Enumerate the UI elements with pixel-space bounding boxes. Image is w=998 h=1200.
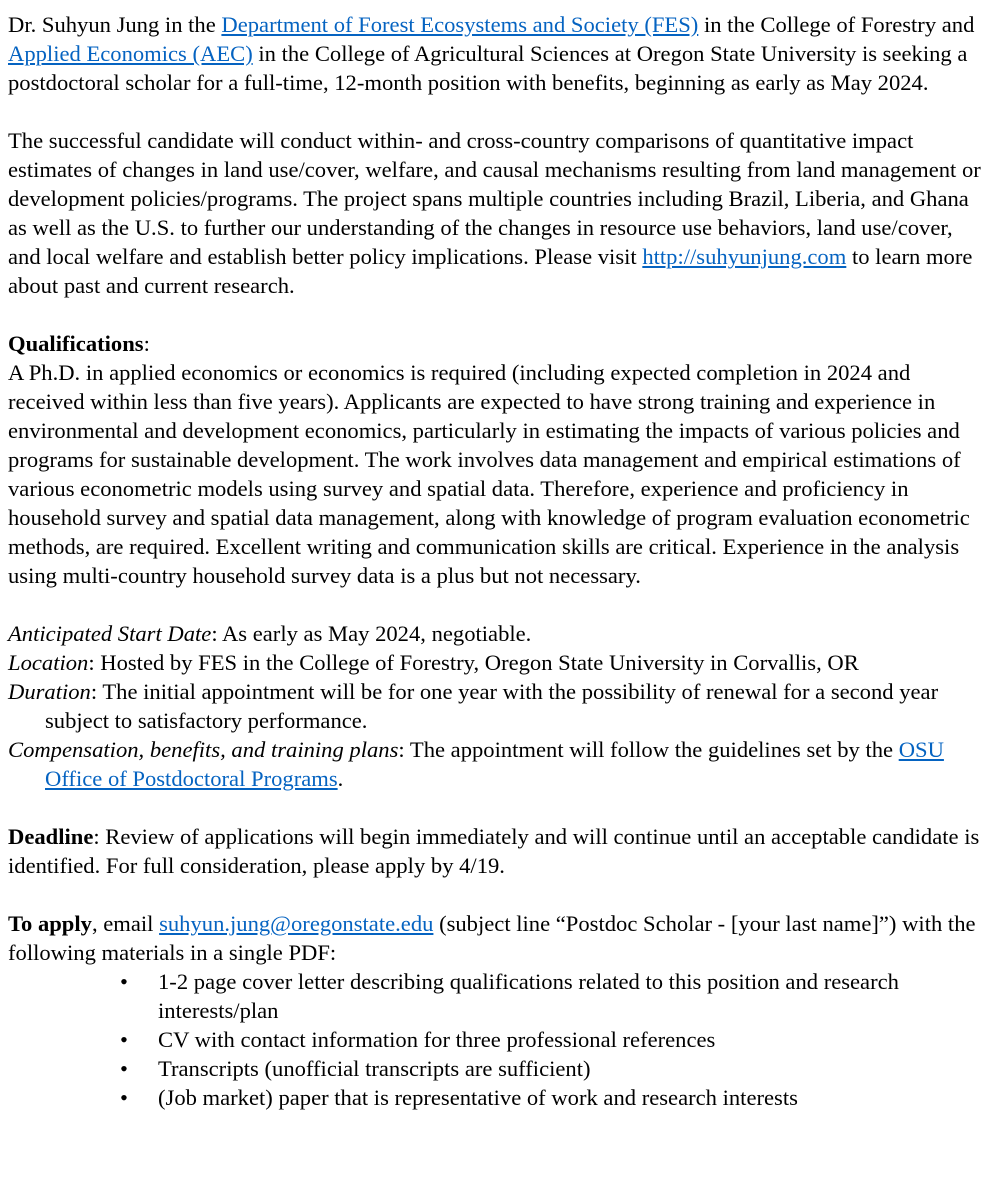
aec-department-link[interactable]: Applied Economics (AEC) (8, 41, 253, 66)
project-text-1: The successful candidate will conduct within- and cross-country comparisons of quantitative impact estimates of changes in land use/cover, welfare, and causal mechanisms resulting from land management or development policies/programs. The project spans multiple countries including Brazil, Liberia, and Ghana as well as the U.S. to further our understanding of the changes in resource use behaviors, land use/cover, and local welfare and establish better policy implications. Please visit (8, 128, 981, 269)
qualifications-colon: : (143, 331, 150, 356)
intro-text-3: in the College of Agricultural Sciences at Oregon State University is seeking a postdoctoral scholar for a full-time, 12-month position with benefits, beginning as early as May 2024. (8, 41, 968, 95)
duration-line (8, 677, 984, 735)
bullet-icon: • (120, 969, 128, 994)
postdoc-office-link[interactable]: OSU Office of Postdoctoral Programs (45, 737, 944, 791)
fes-department-link[interactable]: Department of Forest Ecosystems and Society (FES) (221, 12, 699, 37)
compensation-value: : The appointment will follow the guidelines set by the (398, 737, 899, 762)
list-item-text: 1-2 page cover letter describing qualifications related to this position and research interests/plan (158, 969, 899, 1023)
location-value: : Hosted by FES in the College of Forestry, Oregon State University in Corvallis, OR (88, 650, 859, 675)
list-item (8, 1054, 984, 1083)
deadline-label: Deadline (8, 824, 94, 849)
list-item-text: (Job market) paper that is representative of work and research interests (158, 1085, 798, 1110)
intro-text-2: in the College of Forestry and (698, 12, 975, 37)
project-paragraph (8, 126, 984, 300)
list-item (8, 967, 984, 1025)
intro-paragraph (8, 10, 984, 97)
bullet-icon: • (120, 1027, 128, 1052)
list-item-text: CV with contact information for three professional references (158, 1027, 716, 1052)
paragraph-spacer (8, 793, 984, 822)
project-text-2: to learn more about past and current research. (8, 244, 973, 298)
apply-label: To apply (8, 911, 92, 936)
bullet-icon: • (120, 1085, 128, 1110)
bullet-icon: • (120, 1056, 128, 1081)
email-link[interactable]: suhyun.jung@oregonstate.edu (159, 911, 434, 936)
start-date-line (8, 619, 984, 648)
apply-paragraph (8, 909, 984, 967)
compensation-label: Compensation, benefits, and training plans (8, 737, 399, 762)
list-item (8, 1025, 984, 1054)
deadline-text: : Review of applications will begin immediately and will continue until an acceptable candidate is identified. For full consideration, please apply by 4/19. (8, 824, 980, 878)
apply-text-1: , email (91, 911, 160, 936)
list-item-text: Transcripts (unofficial transcripts are sufficient) (158, 1056, 591, 1081)
paragraph-spacer (8, 300, 984, 329)
duration-label: Duration (8, 679, 91, 704)
location-line (8, 648, 984, 677)
materials-list (8, 967, 984, 1112)
compensation-line (8, 735, 984, 793)
qualifications-label: Qualifications (8, 331, 144, 356)
compensation-end: . (337, 766, 344, 791)
paragraph-spacer (8, 880, 984, 909)
qualifications-heading (8, 329, 984, 358)
website-link[interactable]: http://suhyunjung.com (642, 244, 847, 269)
intro-text-1: Dr. Suhyun Jung in the (8, 12, 222, 37)
location-label: Location (8, 650, 89, 675)
deadline-paragraph (8, 822, 984, 880)
start-date-label: Anticipated Start Date (8, 621, 212, 646)
paragraph-spacer (8, 590, 984, 619)
start-date-value: : As early as May 2024, negotiable. (211, 621, 532, 646)
duration-value: : The initial appointment will be for one year with the possibility of renewal for a second year subject to satisfactory performance. (45, 679, 939, 733)
list-item (8, 1083, 984, 1112)
qualifications-body: A Ph.D. in applied economics or economics is required (including expected completion in 2024 and received within less than five years). Applicants are expected to have strong training and experience in environmental and development economics, particularly in estimating the impacts of various policies and programs for sustainable development. The work involves data management and empirical estimations of various econometric models using survey and spatial data. Therefore, experience and proficiency in household survey and spatial data management, along with knowledge of program evaluation econometric methods, are required. Excellent writing and communication skills are critical. Experience in the analysis using multi-country household survey data is a plus but not necessary. (8, 360, 970, 588)
paragraph-spacer (8, 97, 984, 126)
apply-text-2: (subject line “Postdoc Scholar - [your last name]”) with the following materials in a single PDF: (8, 911, 976, 965)
